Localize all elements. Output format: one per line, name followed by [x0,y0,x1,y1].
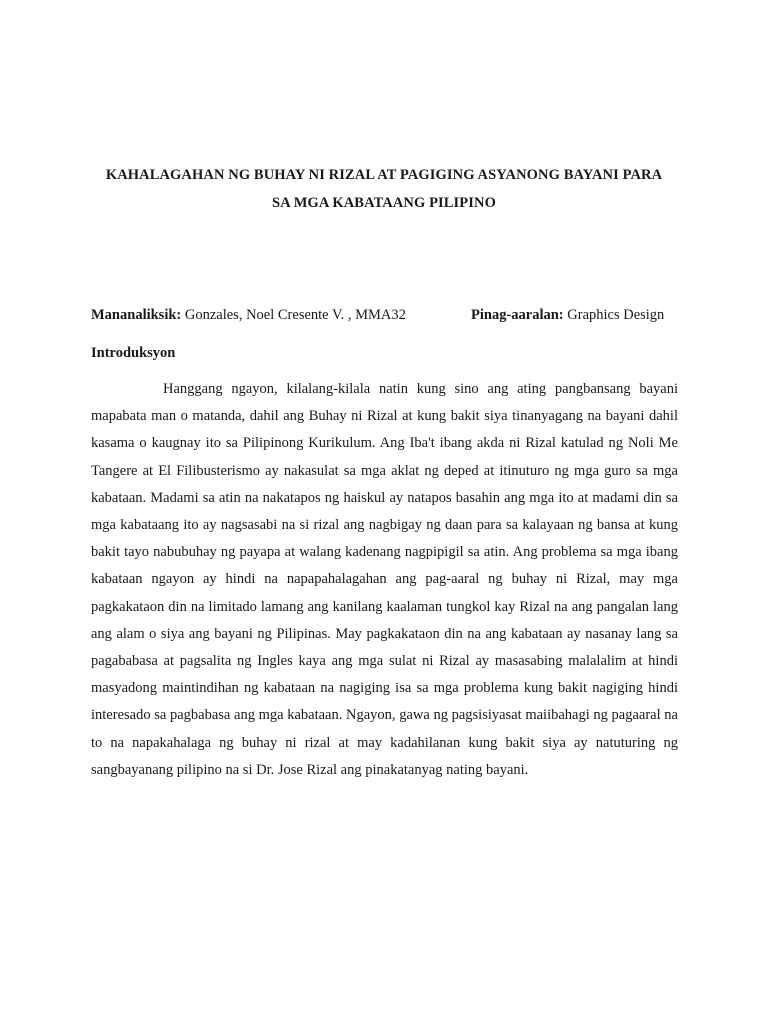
title-line-2: SA MGA KABATAANG PILIPINO [272,195,496,211]
researcher-value: Gonzales, Noel Cresente V. , MMA32 [181,307,406,323]
subject-value: Graphics Design [563,307,665,323]
subject-field [471,304,664,326]
document-title [80,161,688,217]
subject-label: Pinag-aaralan: [471,307,564,323]
body-paragraph: Hanggang ngayon, kilalang-kilala natin kung sino ang ating pangbansang bayani mapabata man o matanda, dahil ang Buhay ni Rizal at kung bakit siya tinanyagang na bayani dahil kasama o kaugnay ito sa Pilipinong Kurikulum. Ang Iba't ibang akda ni Rizal katulad ng Noli Me Tangere at El Filibusterismo ay nakasulat sa mga aklat ng deped at itinuturo ng mga guro sa mga kabataan. Madami sa atin na nakatapos ng haiskul ay natapos basahin ang mga ito at madami din sa mga kabataang ito ay nagsasabi na si rizal ang nagbigay ng daan para sa kalayaan ng bansa at kung bakit tayo nabubuhay ng payapa at walang kadenang nagpipigil sa atin. Ang problema sa mga ibang kabataan ngayon ay hindi na napapahalagahan ang pag-aaral ng buhay ni Rizal, may mga pagkakataon din na limitado lamang ang kanilang kaalaman tungkol kay Rizal na ang pangalan lang ang alam o siya ang bayani ng Pilipinas. May pagkakataon din na ang kabataan ay nasanay lang sa pagababasa at pagsalita ng Ingles kaya ang mga sulat ni Rizal ay masasabing malalalim at hindi masyadong maintindihan ng kabataan na nagiging isa sa mga problema kung bakit nagiging hindi interesado sa pagbabasa ang mga kabataan. Ngayon, gawa ng pagsisiyasat maiibahagi ng pagaaral na to na napakahalaga ng buhay ni rizal at may kadahilanan kung bakit siya ay natuturing ng sangbayanang pilipino na si Dr. Jose Rizal ang pinakatanyag nating bayani. [91,381,678,778]
researcher-label: Mananaliksik: [91,307,182,323]
title-line-1: KAHALAGAHAN NG BUHAY NI RIZAL AT PAGIGING ASYANONG BAYANI PARA [105,167,663,183]
section-heading: Introduksyon [91,345,176,361]
researcher-field [91,304,406,326]
